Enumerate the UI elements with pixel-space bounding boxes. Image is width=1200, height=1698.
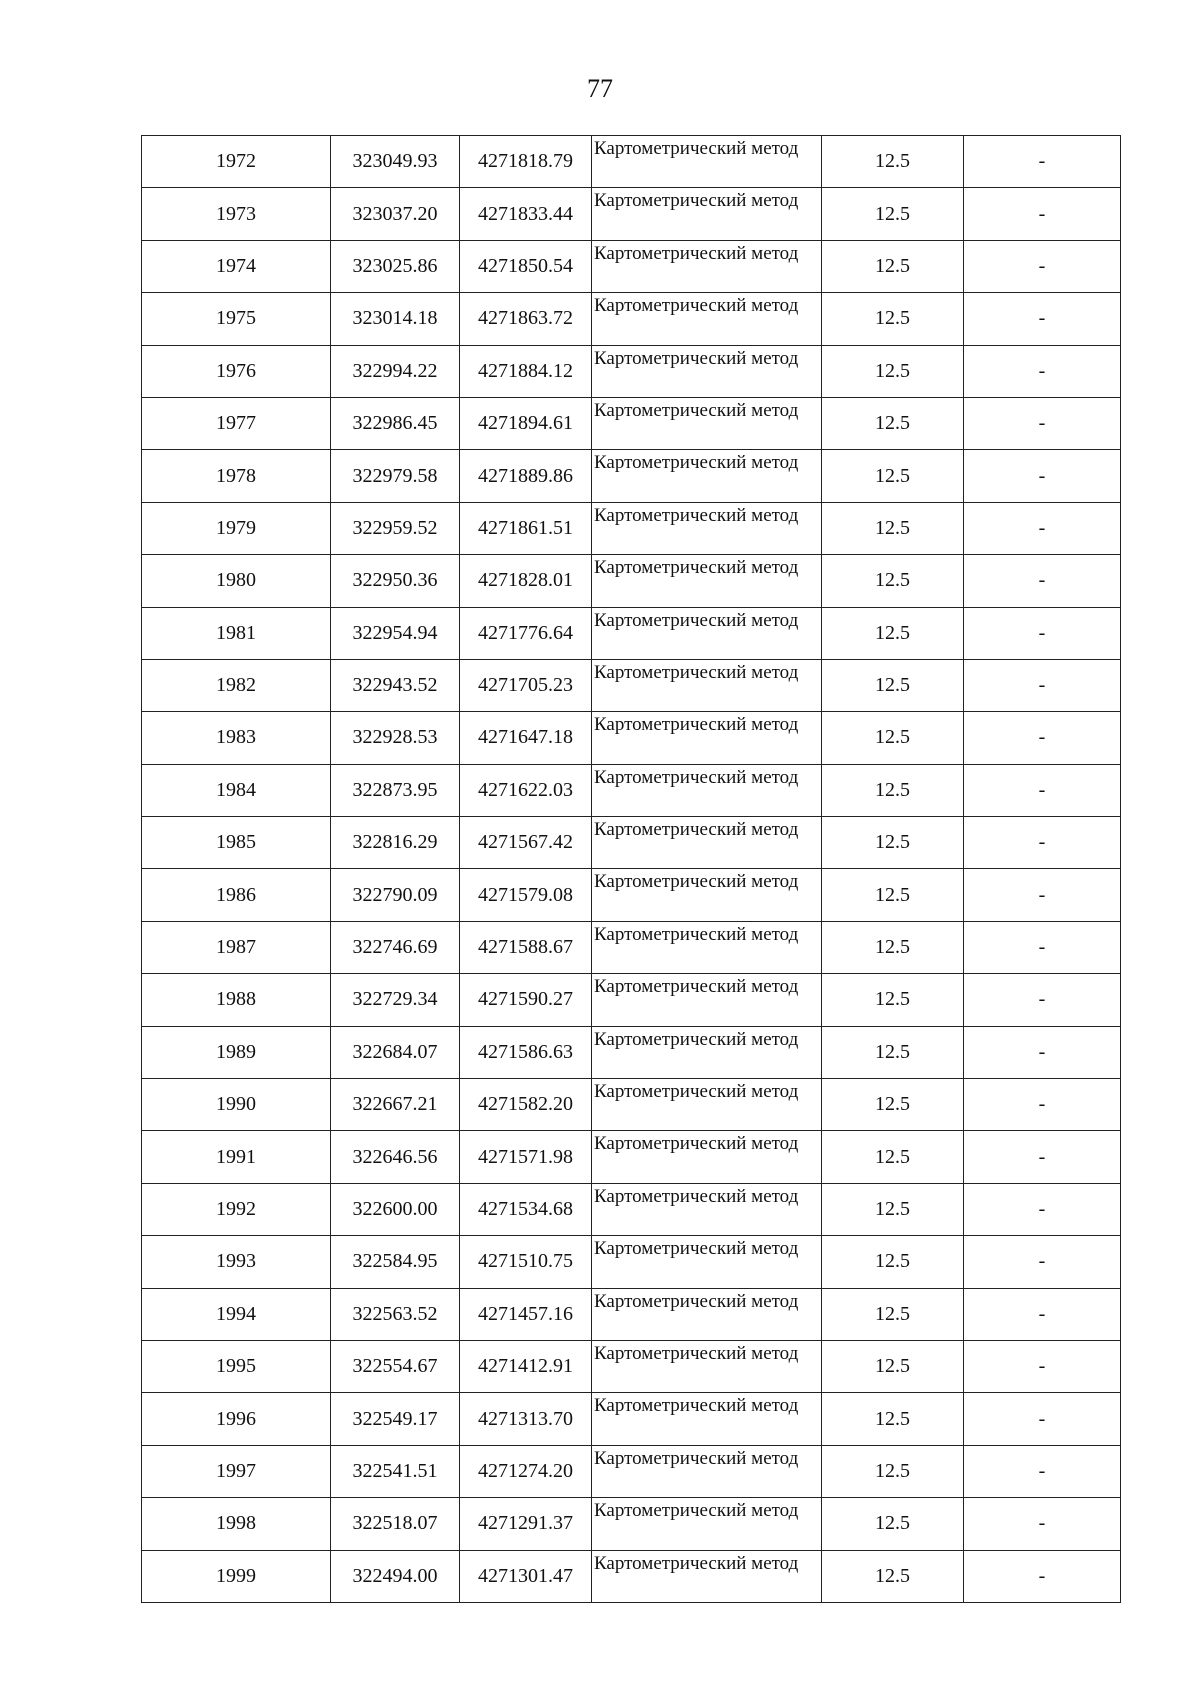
point-id-cell: 1995: [142, 1340, 331, 1392]
point-id-cell: 1980: [142, 555, 331, 607]
x-coordinate-cell: 322816.29: [331, 817, 460, 869]
x-coordinate-cell: 322554.67: [331, 1340, 460, 1392]
x-coordinate-cell: 323014.18: [331, 293, 460, 345]
accuracy-cell: 12.5: [822, 1079, 964, 1131]
y-coordinate-cell: 4271412.91: [460, 1340, 592, 1392]
table-row: [142, 1550, 1121, 1602]
method-cell: Картометрический метод: [592, 659, 822, 711]
point-id-cell: 1990: [142, 1079, 331, 1131]
point-id-cell: 1972: [142, 136, 331, 188]
method-cell: Картометрический метод: [592, 1288, 822, 1340]
note-cell: -: [964, 1236, 1121, 1288]
x-coordinate-cell: 323037.20: [331, 188, 460, 240]
method-cell: Картометрический метод: [592, 764, 822, 816]
table-row: [142, 188, 1121, 240]
note-cell: -: [964, 450, 1121, 502]
accuracy-cell: 12.5: [822, 869, 964, 921]
note-cell: -: [964, 502, 1121, 554]
y-coordinate-cell: 4271567.42: [460, 817, 592, 869]
accuracy-cell: 12.5: [822, 1131, 964, 1183]
table-row: [142, 764, 1121, 816]
table-row: [142, 136, 1121, 188]
accuracy-cell: 12.5: [822, 974, 964, 1026]
x-coordinate-cell: 322873.95: [331, 764, 460, 816]
method-cell: Картометрический метод: [592, 1183, 822, 1235]
table-row: [142, 659, 1121, 711]
point-id-cell: 1993: [142, 1236, 331, 1288]
accuracy-cell: 12.5: [822, 1183, 964, 1235]
method-cell: Картометрический метод: [592, 817, 822, 869]
y-coordinate-cell: 4271590.27: [460, 974, 592, 1026]
point-id-cell: 1976: [142, 345, 331, 397]
accuracy-cell: 12.5: [822, 1445, 964, 1497]
point-id-cell: 1978: [142, 450, 331, 502]
note-cell: -: [964, 712, 1121, 764]
y-coordinate-cell: 4271582.20: [460, 1079, 592, 1131]
accuracy-cell: 12.5: [822, 712, 964, 764]
note-cell: -: [964, 1131, 1121, 1183]
x-coordinate-cell: 322518.07: [331, 1498, 460, 1550]
page-number: 77: [587, 74, 613, 103]
accuracy-cell: 12.5: [822, 397, 964, 449]
note-cell: -: [964, 1498, 1121, 1550]
table-row: [142, 240, 1121, 292]
x-coordinate-cell: 322584.95: [331, 1236, 460, 1288]
note-cell: -: [964, 921, 1121, 973]
x-coordinate-cell: 322950.36: [331, 555, 460, 607]
x-coordinate-cell: 322979.58: [331, 450, 460, 502]
accuracy-cell: 12.5: [822, 607, 964, 659]
y-coordinate-cell: 4271818.79: [460, 136, 592, 188]
point-id-cell: 1991: [142, 1131, 331, 1183]
accuracy-cell: 12.5: [822, 921, 964, 973]
y-coordinate-cell: 4271457.16: [460, 1288, 592, 1340]
y-coordinate-cell: 4271571.98: [460, 1131, 592, 1183]
note-cell: -: [964, 345, 1121, 397]
note-cell: -: [964, 1340, 1121, 1392]
point-id-cell: 1983: [142, 712, 331, 764]
y-coordinate-cell: 4271534.68: [460, 1183, 592, 1235]
method-cell: Картометрический метод: [592, 869, 822, 921]
x-coordinate-cell: 322928.53: [331, 712, 460, 764]
table-row: [142, 921, 1121, 973]
point-id-cell: 1999: [142, 1550, 331, 1602]
table-row: [142, 607, 1121, 659]
method-cell: Картометрический метод: [592, 345, 822, 397]
x-coordinate-cell: 323025.86: [331, 240, 460, 292]
y-coordinate-cell: 4271833.44: [460, 188, 592, 240]
note-cell: -: [964, 240, 1121, 292]
y-coordinate-cell: 4271894.61: [460, 397, 592, 449]
accuracy-cell: 12.5: [822, 1550, 964, 1602]
x-coordinate-cell: 322684.07: [331, 1026, 460, 1078]
point-id-cell: 1979: [142, 502, 331, 554]
x-coordinate-cell: 322986.45: [331, 397, 460, 449]
accuracy-cell: 12.5: [822, 450, 964, 502]
note-cell: -: [964, 555, 1121, 607]
y-coordinate-cell: 4271301.47: [460, 1550, 592, 1602]
point-id-cell: 1981: [142, 607, 331, 659]
point-id-cell: 1985: [142, 817, 331, 869]
table-row: [142, 974, 1121, 1026]
method-cell: Картометрический метод: [592, 1026, 822, 1078]
y-coordinate-cell: 4271579.08: [460, 869, 592, 921]
accuracy-cell: 12.5: [822, 345, 964, 397]
table-row: [142, 1236, 1121, 1288]
table-row: [142, 1026, 1121, 1078]
method-cell: Картометрический метод: [592, 1550, 822, 1602]
point-id-cell: 1974: [142, 240, 331, 292]
point-id-cell: 1997: [142, 1445, 331, 1497]
accuracy-cell: 12.5: [822, 293, 964, 345]
accuracy-cell: 12.5: [822, 659, 964, 711]
point-id-cell: 1992: [142, 1183, 331, 1235]
accuracy-cell: 12.5: [822, 502, 964, 554]
point-id-cell: 1975: [142, 293, 331, 345]
method-cell: Картометрический метод: [592, 1131, 822, 1183]
point-id-cell: 1994: [142, 1288, 331, 1340]
table-row: [142, 450, 1121, 502]
table-row: [142, 502, 1121, 554]
table-row: [142, 293, 1121, 345]
method-cell: Картометрический метод: [592, 1340, 822, 1392]
y-coordinate-cell: 4271884.12: [460, 345, 592, 397]
note-cell: -: [964, 607, 1121, 659]
accuracy-cell: 12.5: [822, 1236, 964, 1288]
y-coordinate-cell: 4271889.86: [460, 450, 592, 502]
y-coordinate-cell: 4271863.72: [460, 293, 592, 345]
point-id-cell: 1984: [142, 764, 331, 816]
method-cell: Картометрический метод: [592, 607, 822, 659]
note-cell: -: [964, 136, 1121, 188]
method-cell: Картометрический метод: [592, 136, 822, 188]
y-coordinate-cell: 4271510.75: [460, 1236, 592, 1288]
y-coordinate-cell: 4271586.63: [460, 1026, 592, 1078]
point-id-cell: 1998: [142, 1498, 331, 1550]
method-cell: Картометрический метод: [592, 1079, 822, 1131]
y-coordinate-cell: 4271274.20: [460, 1445, 592, 1497]
x-coordinate-cell: 322494.00: [331, 1550, 460, 1602]
coordinates-table-body: [142, 136, 1121, 1603]
table-row: [142, 345, 1121, 397]
accuracy-cell: 12.5: [822, 555, 964, 607]
note-cell: -: [964, 293, 1121, 345]
note-cell: -: [964, 974, 1121, 1026]
note-cell: -: [964, 1079, 1121, 1131]
accuracy-cell: 12.5: [822, 188, 964, 240]
table-row: [142, 555, 1121, 607]
note-cell: -: [964, 1393, 1121, 1445]
table-row: [142, 1183, 1121, 1235]
table-row: [142, 1079, 1121, 1131]
accuracy-cell: 12.5: [822, 1393, 964, 1445]
method-cell: Картометрический метод: [592, 1445, 822, 1497]
x-coordinate-cell: 322954.94: [331, 607, 460, 659]
accuracy-cell: 12.5: [822, 136, 964, 188]
method-cell: Картометрический метод: [592, 240, 822, 292]
x-coordinate-cell: 322790.09: [331, 869, 460, 921]
accuracy-cell: 12.5: [822, 764, 964, 816]
y-coordinate-cell: 4271776.64: [460, 607, 592, 659]
y-coordinate-cell: 4271647.18: [460, 712, 592, 764]
y-coordinate-cell: 4271828.01: [460, 555, 592, 607]
y-coordinate-cell: 4271705.23: [460, 659, 592, 711]
point-id-cell: 1973: [142, 188, 331, 240]
method-cell: Картометрический метод: [592, 188, 822, 240]
table-row: [142, 712, 1121, 764]
y-coordinate-cell: 4271861.51: [460, 502, 592, 554]
table-row: [142, 817, 1121, 869]
x-coordinate-cell: 322563.52: [331, 1288, 460, 1340]
x-coordinate-cell: 323049.93: [331, 136, 460, 188]
method-cell: Картометрический метод: [592, 1236, 822, 1288]
y-coordinate-cell: 4271313.70: [460, 1393, 592, 1445]
note-cell: -: [964, 1183, 1121, 1235]
method-cell: Картометрический метод: [592, 974, 822, 1026]
table-row: [142, 869, 1121, 921]
method-cell: Картометрический метод: [592, 712, 822, 764]
point-id-cell: 1989: [142, 1026, 331, 1078]
accuracy-cell: 12.5: [822, 240, 964, 292]
method-cell: Картометрический метод: [592, 397, 822, 449]
method-cell: Картометрический метод: [592, 555, 822, 607]
note-cell: -: [964, 188, 1121, 240]
x-coordinate-cell: 322746.69: [331, 921, 460, 973]
point-id-cell: 1986: [142, 869, 331, 921]
point-id-cell: 1982: [142, 659, 331, 711]
note-cell: -: [964, 397, 1121, 449]
x-coordinate-cell: 322667.21: [331, 1079, 460, 1131]
x-coordinate-cell: 322600.00: [331, 1183, 460, 1235]
accuracy-cell: 12.5: [822, 1288, 964, 1340]
note-cell: -: [964, 817, 1121, 869]
accuracy-cell: 12.5: [822, 1340, 964, 1392]
x-coordinate-cell: 322729.34: [331, 974, 460, 1026]
note-cell: -: [964, 764, 1121, 816]
point-id-cell: 1988: [142, 974, 331, 1026]
table-row: [142, 1131, 1121, 1183]
table-row: [142, 1445, 1121, 1497]
point-id-cell: 1987: [142, 921, 331, 973]
note-cell: -: [964, 869, 1121, 921]
x-coordinate-cell: 322994.22: [331, 345, 460, 397]
x-coordinate-cell: 322541.51: [331, 1445, 460, 1497]
method-cell: Картометрический метод: [592, 921, 822, 973]
table-row: [142, 1288, 1121, 1340]
method-cell: Картометрический метод: [592, 450, 822, 502]
point-id-cell: 1977: [142, 397, 331, 449]
x-coordinate-cell: 322959.52: [331, 502, 460, 554]
y-coordinate-cell: 4271622.03: [460, 764, 592, 816]
accuracy-cell: 12.5: [822, 1498, 964, 1550]
method-cell: Картометрический метод: [592, 293, 822, 345]
note-cell: -: [964, 1445, 1121, 1497]
y-coordinate-cell: 4271850.54: [460, 240, 592, 292]
point-id-cell: 1996: [142, 1393, 331, 1445]
accuracy-cell: 12.5: [822, 817, 964, 869]
y-coordinate-cell: 4271291.37: [460, 1498, 592, 1550]
table-row: [142, 1340, 1121, 1392]
note-cell: -: [964, 1026, 1121, 1078]
table-row: [142, 397, 1121, 449]
method-cell: Картометрический метод: [592, 502, 822, 554]
table-row: [142, 1498, 1121, 1550]
x-coordinate-cell: 322646.56: [331, 1131, 460, 1183]
note-cell: -: [964, 1550, 1121, 1602]
x-coordinate-cell: 322549.17: [331, 1393, 460, 1445]
method-cell: Картометрический метод: [592, 1498, 822, 1550]
note-cell: -: [964, 1288, 1121, 1340]
coordinates-table: [141, 135, 1121, 1603]
y-coordinate-cell: 4271588.67: [460, 921, 592, 973]
table-row: [142, 1393, 1121, 1445]
accuracy-cell: 12.5: [822, 1026, 964, 1078]
note-cell: -: [964, 659, 1121, 711]
x-coordinate-cell: 322943.52: [331, 659, 460, 711]
method-cell: Картометрический метод: [592, 1393, 822, 1445]
